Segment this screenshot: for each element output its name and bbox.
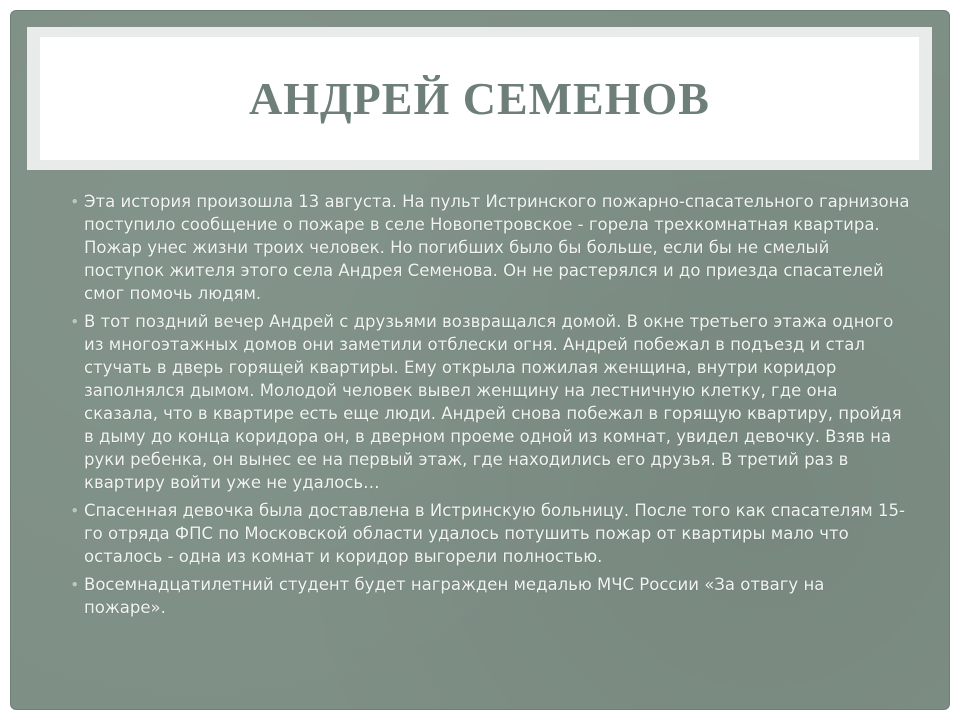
paragraph-2 — [70, 310, 910, 494]
bullet-icon: • — [70, 312, 80, 331]
slide-title: АНДРЕЙ СЕМЕНОВ — [249, 73, 710, 124]
bullet-icon: • — [70, 575, 80, 594]
paragraph-text: Спасенная девочка была доставлена в Истринскую больницу. После того как спасателям 15-го отряда ФПС по Московской области удалось потушить пожар от квартиры мало что осталось - одна из комнат и коридор выгорели полностью. — [84, 501, 905, 566]
paragraph-3 — [70, 499, 910, 568]
paragraph-4 — [70, 573, 910, 619]
bullet-icon: • — [70, 501, 80, 520]
bullet-icon: • — [70, 192, 80, 211]
content-body — [70, 190, 910, 624]
paragraph-text: В тот поздний вечер Андрей с друзьями возвращался домой. В окне третьего этажа одного из многоэтажных домов они заметили отблески огня. Андрей побежал в подъезд и стал стучать в дверь горящей квартиры. Ему открыла пожилая женщина, внутри коридор заполнялся дымом. Молодой человек вывел женщину на лестничную клетку, где она сказала, что в квартире есть еще люди. Андрей снова побежал в горящую квартиру, пройдя в дыму до конца коридора он, в дверном проеме одной из комнат, увидел девочку. Взяв на руки ребенка, он вынес ее на первый этаж, где находились его друзья. В третий раз в квартиру войти уже не удалось… — [84, 312, 902, 492]
title-band — [27, 27, 932, 170]
title-box — [40, 37, 919, 160]
paragraph-text: Эта история произошла 13 августа. На пульт Истринского пожарно-спасательного гарнизона поступило сообщение о пожаре в селе Новопетровское - горела трехкомнатная квартира. Пожар унес жизни троих человек. Но погибших было бы больше, если бы не смелый поступок жителя этого села Андрея Семенова. Он не растерялся и до приезда спасателей смог помочь людям. — [84, 192, 910, 303]
slide — [10, 10, 950, 710]
paragraph-1 — [70, 190, 910, 305]
paragraph-text: Восемнадцатилетний студент будет награжден медалью МЧС России «За отвагу на пожаре». — [84, 575, 825, 617]
